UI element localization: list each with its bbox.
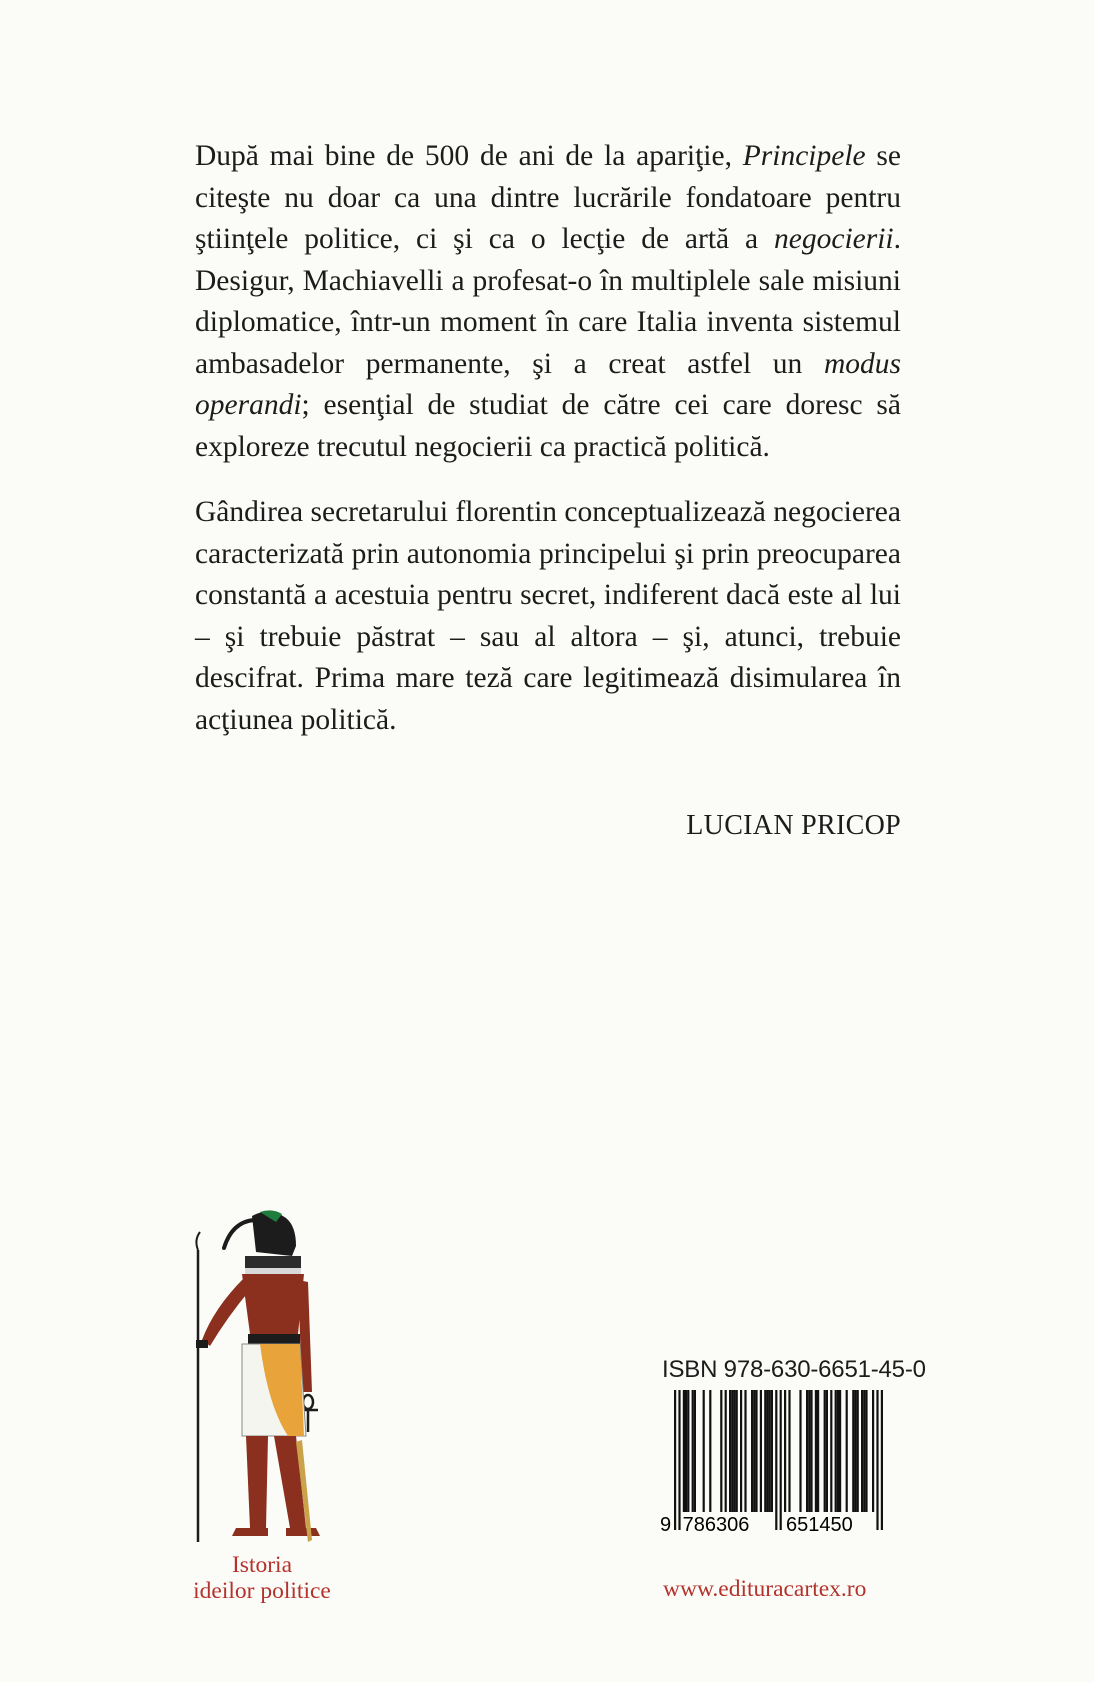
barcode-bar — [799, 1390, 801, 1512]
barcode-digits: 9 — [660, 1514, 672, 1535]
barcode-bar — [766, 1390, 768, 1512]
barcode-bar — [709, 1390, 711, 1512]
series-label — [162, 1552, 362, 1604]
barcode-bar — [729, 1390, 731, 1512]
barcode-bar — [775, 1390, 777, 1530]
barcode-bar — [694, 1390, 696, 1512]
thoth-figure-icon — [190, 1210, 350, 1545]
website-link[interactable]: www.edituracartex.ro — [663, 1576, 867, 1602]
barcode-bar — [760, 1390, 762, 1512]
barcode-bar — [863, 1390, 865, 1512]
barcode-bar — [753, 1390, 755, 1512]
barcode-bar — [692, 1390, 694, 1512]
barcode-bar — [865, 1390, 867, 1512]
barcode-bar — [876, 1390, 878, 1530]
p1-italic-title: Principele — [742, 140, 866, 172]
barcode-bar — [751, 1390, 753, 1512]
barcode — [660, 1390, 900, 1535]
barcode-bar — [826, 1390, 828, 1512]
barcode-bar — [769, 1390, 771, 1512]
barcode-bar — [815, 1390, 817, 1512]
barcode-bar — [740, 1390, 742, 1512]
barcode-bar — [837, 1390, 839, 1512]
barcode-bar — [678, 1390, 680, 1530]
barcode-bar — [744, 1390, 746, 1512]
barcode-bar — [731, 1390, 733, 1512]
barcode-digits: 651450 — [786, 1514, 853, 1535]
barcode-bar — [788, 1390, 790, 1512]
barcode-bar — [852, 1390, 854, 1512]
barcode-bar — [683, 1390, 685, 1512]
paragraph-1 — [195, 136, 901, 468]
barcode-bar — [808, 1390, 810, 1512]
p1-text-4: ; esenţial de studiat de către cei care doresc să exploreze trecutul negocierii ca practică politică. — [195, 389, 901, 463]
p1-text-1: După mai bine de 500 de ani de la apariţie, — [195, 140, 743, 172]
barcode-bar — [824, 1390, 826, 1512]
barcode-digits: 786306 — [682, 1514, 750, 1535]
p1-text-2: se citeşte nu doar ca una dintre lucrările fondatoare pentru ştiinţele politice, ci şi ca o lecţie de artă a — [195, 140, 901, 255]
author-signature: LUCIAN PRICOP — [686, 810, 901, 841]
barcode-bar — [780, 1390, 782, 1530]
barcode-bar — [881, 1390, 883, 1530]
barcode-bar — [771, 1390, 773, 1512]
barcode-bar — [720, 1390, 722, 1512]
barcode-bar — [810, 1390, 812, 1512]
barcode-bar — [733, 1390, 735, 1512]
barcode-bar — [817, 1390, 819, 1512]
barcode-bar — [830, 1390, 832, 1512]
isbn-text: ISBN 978-630-6651-45-0 — [662, 1356, 926, 1383]
barcode-bar — [872, 1390, 874, 1512]
barcode-bar — [784, 1390, 786, 1512]
barcode-bar — [861, 1390, 863, 1512]
barcode-bar — [736, 1390, 738, 1512]
barcode-bar — [846, 1390, 848, 1512]
series-line-1: Istoria — [231, 1552, 293, 1578]
barcode-bar — [854, 1390, 856, 1512]
barcode-bar — [674, 1390, 676, 1530]
barcode-bar — [806, 1390, 808, 1512]
p1-italic-modus: modus operandi — [195, 347, 901, 421]
barcode-bar — [687, 1390, 689, 1512]
p1-text-3: . Desigur, Machiavelli a profesat-o în multiplele sale misiuni diplomatice, într-un moment în care Italia inventa sistemul ambasadelor permanente, şi a creat astfel un — [195, 223, 901, 380]
barcode-bar — [685, 1390, 687, 1512]
barcode-bar — [755, 1390, 757, 1512]
barcode-bar — [725, 1390, 727, 1512]
p1-italic-negocierii: negocierii — [774, 223, 894, 255]
paragraph-2: Gândirea secretarului florentin conceptualizează negocierea caracterizată prin autonomia principelui şi prin preocuparea constantă a acestuia pentru secret, indiferent dacă este al lui – şi trebuie păstrat – sau al altora – şi, atunci, trebuie descifrat. Prima mare teză care legitimează disimularea în acţiunea politică. — [195, 496, 901, 736]
barcode-bar — [839, 1390, 841, 1512]
barcode-bar — [764, 1390, 766, 1512]
barcode-bar — [857, 1390, 859, 1512]
barcode-bar — [835, 1390, 837, 1512]
blurb-text — [195, 136, 901, 765]
series-line-2: ideilor politice — [193, 1578, 331, 1604]
barcode-bar — [703, 1390, 705, 1512]
